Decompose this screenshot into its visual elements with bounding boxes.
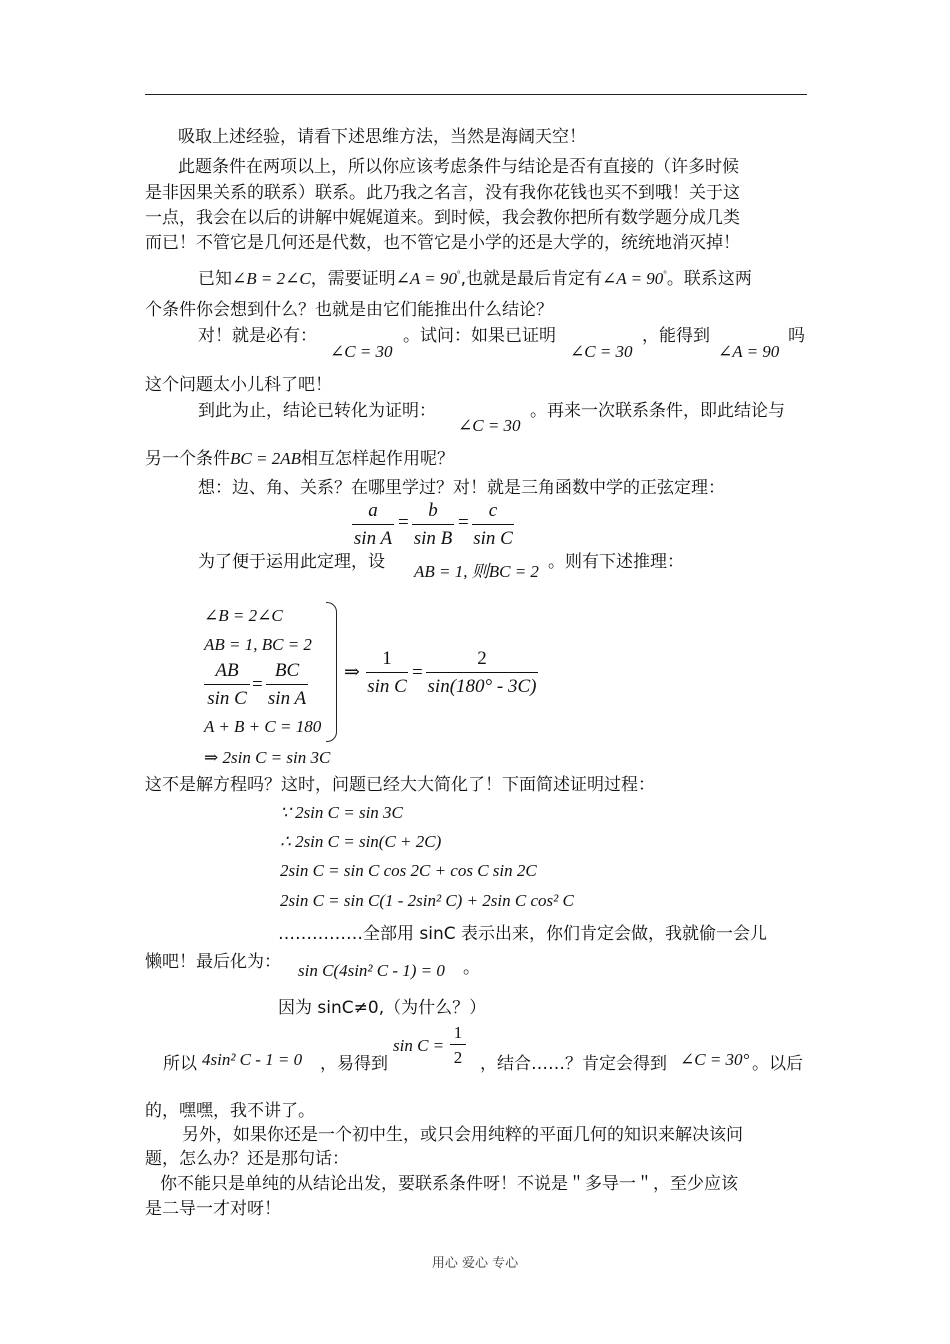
denominator: sin A xyxy=(353,528,393,549)
numerator: BC xyxy=(266,660,308,685)
proof-line: ∴ 2sin C = sin(C + 2C) xyxy=(280,832,442,851)
math-angle-c: ∠C = 30 xyxy=(330,342,393,361)
denominator: 2 xyxy=(453,1048,463,1067)
body-line: 的，嘿嘿，我不讲了。 xyxy=(145,1101,315,1121)
degree-mark: ° xyxy=(456,269,461,279)
equals-sign: = xyxy=(458,512,469,533)
body-line: 想：边、角、关系？在哪里学过？对！就是三角函数中学的正弦定理： xyxy=(198,478,725,498)
fraction-c xyxy=(472,500,514,550)
math-angle-a: ∠A = 90 xyxy=(718,342,780,361)
system-line: ∠B = 2∠C xyxy=(204,606,283,625)
numerator: b xyxy=(412,500,454,525)
body-line: 一点，我会在以后的讲解中娓娓道来。到时候，我会教你把所有数学题分成几类 xyxy=(145,208,740,228)
system-line: A + B + C = 180 xyxy=(204,717,322,736)
math-angle-c: ∠C = 30 xyxy=(458,416,521,435)
text: 。 xyxy=(463,958,480,978)
numerator: 1 xyxy=(450,1023,466,1045)
text: 。再来一次联系条件，即此结论与 xyxy=(530,401,785,421)
implies-arrow: ⇒ xyxy=(344,662,360,683)
proof-line: 2sin C = sin C(1 - 2sin² C) + 2sin C cos² C xyxy=(280,891,574,910)
text: 。则有下述推理： xyxy=(548,552,684,572)
text: ，结合……？肯定会得到 xyxy=(480,1054,667,1074)
result-fraction xyxy=(426,648,538,698)
body-line: 这个问题太小儿科了吧！ xyxy=(145,375,332,395)
numerator: 2 xyxy=(426,648,538,673)
text: 对！就是必有： xyxy=(198,326,317,346)
system-line: AB = 1, BC = 2 xyxy=(204,635,312,654)
text: ，易得到 xyxy=(320,1054,388,1074)
body-line: 而已！不管它是几何还是代数，也不管它是小学的还是大学的，统统地消灭掉！ xyxy=(145,233,740,253)
text: ，能得到 xyxy=(642,326,710,346)
text: ，需要证明 xyxy=(310,269,396,289)
math-setting: AB = 1, 则BC = 2 xyxy=(414,562,539,581)
math-condition: BC = 2AB xyxy=(230,449,301,468)
condition-line xyxy=(145,447,454,471)
body-line: 个条件你会想到什么？也就是由它们能推出什么结论？ xyxy=(145,300,553,320)
math-target: ∠A = 90 xyxy=(602,269,664,288)
denominator: sin C xyxy=(367,676,407,697)
math-angle-c: ∠C = 30 xyxy=(570,342,633,361)
text: 懒吧！最后化为： xyxy=(145,952,281,972)
fraction-a xyxy=(352,500,394,550)
math-reduced: sin C(4sin² C - 1) = 0 xyxy=(298,961,445,980)
text: 已知 xyxy=(198,269,232,289)
degree-mark: ° xyxy=(663,269,667,279)
text: 吗 xyxy=(788,326,805,346)
text: ,也就是最后肯定有 xyxy=(460,269,602,289)
denominator: sin A xyxy=(267,688,307,709)
text: 到此为止，结论已转化为证明： xyxy=(198,401,436,421)
body-line: 你不能只是单纯的从结论出发，要联系条件呀！不说是＂多导一＂，至少应该 xyxy=(160,1174,738,1194)
system-fraction xyxy=(266,660,308,710)
body-line: 此题条件在两项以上，所以你应该考虑条件与结论是否有直接的（许多时候 xyxy=(178,157,739,177)
body-line: 是非因果关系的联系）联系。此乃我之名言，没有我你花钱也买不到哦！关于这 xyxy=(145,183,740,203)
equals-sign: = xyxy=(412,662,423,683)
math-given: ∠B = 2∠C xyxy=(232,269,311,288)
intro-line: 吸取上述经验，请看下述思维方法，当然是海阔天空！ xyxy=(178,127,586,147)
numerator: a xyxy=(352,500,394,525)
math-target: ∠A = 90 xyxy=(395,269,457,288)
text: 为了便于运用此定理，设 xyxy=(198,552,385,572)
given-line xyxy=(198,262,752,291)
right-brace xyxy=(326,602,337,742)
text: 。联系这两 xyxy=(666,269,752,289)
body-line: 题，怎么办？还是那句话： xyxy=(145,1149,349,1169)
body-line: 这不是解方程吗？这时，问题已经大大简化了！下面简述证明过程： xyxy=(145,775,655,795)
text: 所以 xyxy=(163,1054,197,1074)
header-rule xyxy=(145,94,807,95)
body-line: ……………全部用 sinC 表示出来，你们肯定会做，我就偷一会儿 xyxy=(278,924,768,944)
text: 。以后 xyxy=(752,1054,803,1074)
text: 另一个条件 xyxy=(145,449,230,469)
equals-sign: = xyxy=(398,512,409,533)
page-footer: 用心 爱心 专心 xyxy=(431,1256,519,1271)
body-line: 因为 sinC≠0,（为什么？） xyxy=(278,998,487,1018)
numerator: 1 xyxy=(366,648,408,673)
denominator: sin(180° - 3C) xyxy=(427,676,537,697)
proof-line: ∵ 2sin C = sin 3C xyxy=(280,803,403,822)
denominator: sin C xyxy=(473,528,513,549)
proof-line: 2sin C = sin C cos 2C + cos C sin 2C xyxy=(280,861,537,880)
body-line: 另外，如果你还是一个初中生，或只会用纯粹的平面几何的知识来解决该问 xyxy=(182,1125,743,1145)
math-equation: 4sin² C - 1 = 0 xyxy=(202,1050,303,1069)
system-fraction xyxy=(204,660,250,710)
math-angle-c: ∠C = 30° xyxy=(680,1050,750,1069)
denominator: sin B xyxy=(413,528,453,549)
equals-sign: = xyxy=(252,674,263,695)
fraction-half xyxy=(450,1023,466,1068)
text: 。试问：如果已证明 xyxy=(403,326,556,346)
numerator: c xyxy=(472,500,514,525)
text: 相互怎样起作用呢？ xyxy=(300,449,454,469)
fraction-b xyxy=(412,500,454,550)
body-line: 是二导一才对呀！ xyxy=(145,1199,281,1219)
numerator: AB xyxy=(204,660,250,685)
system-conclusion: ⇒ 2sin C = sin 3C xyxy=(204,748,331,767)
math-sinc: sin C = xyxy=(393,1036,445,1055)
denominator: sin C xyxy=(207,688,247,709)
result-fraction xyxy=(366,648,408,698)
